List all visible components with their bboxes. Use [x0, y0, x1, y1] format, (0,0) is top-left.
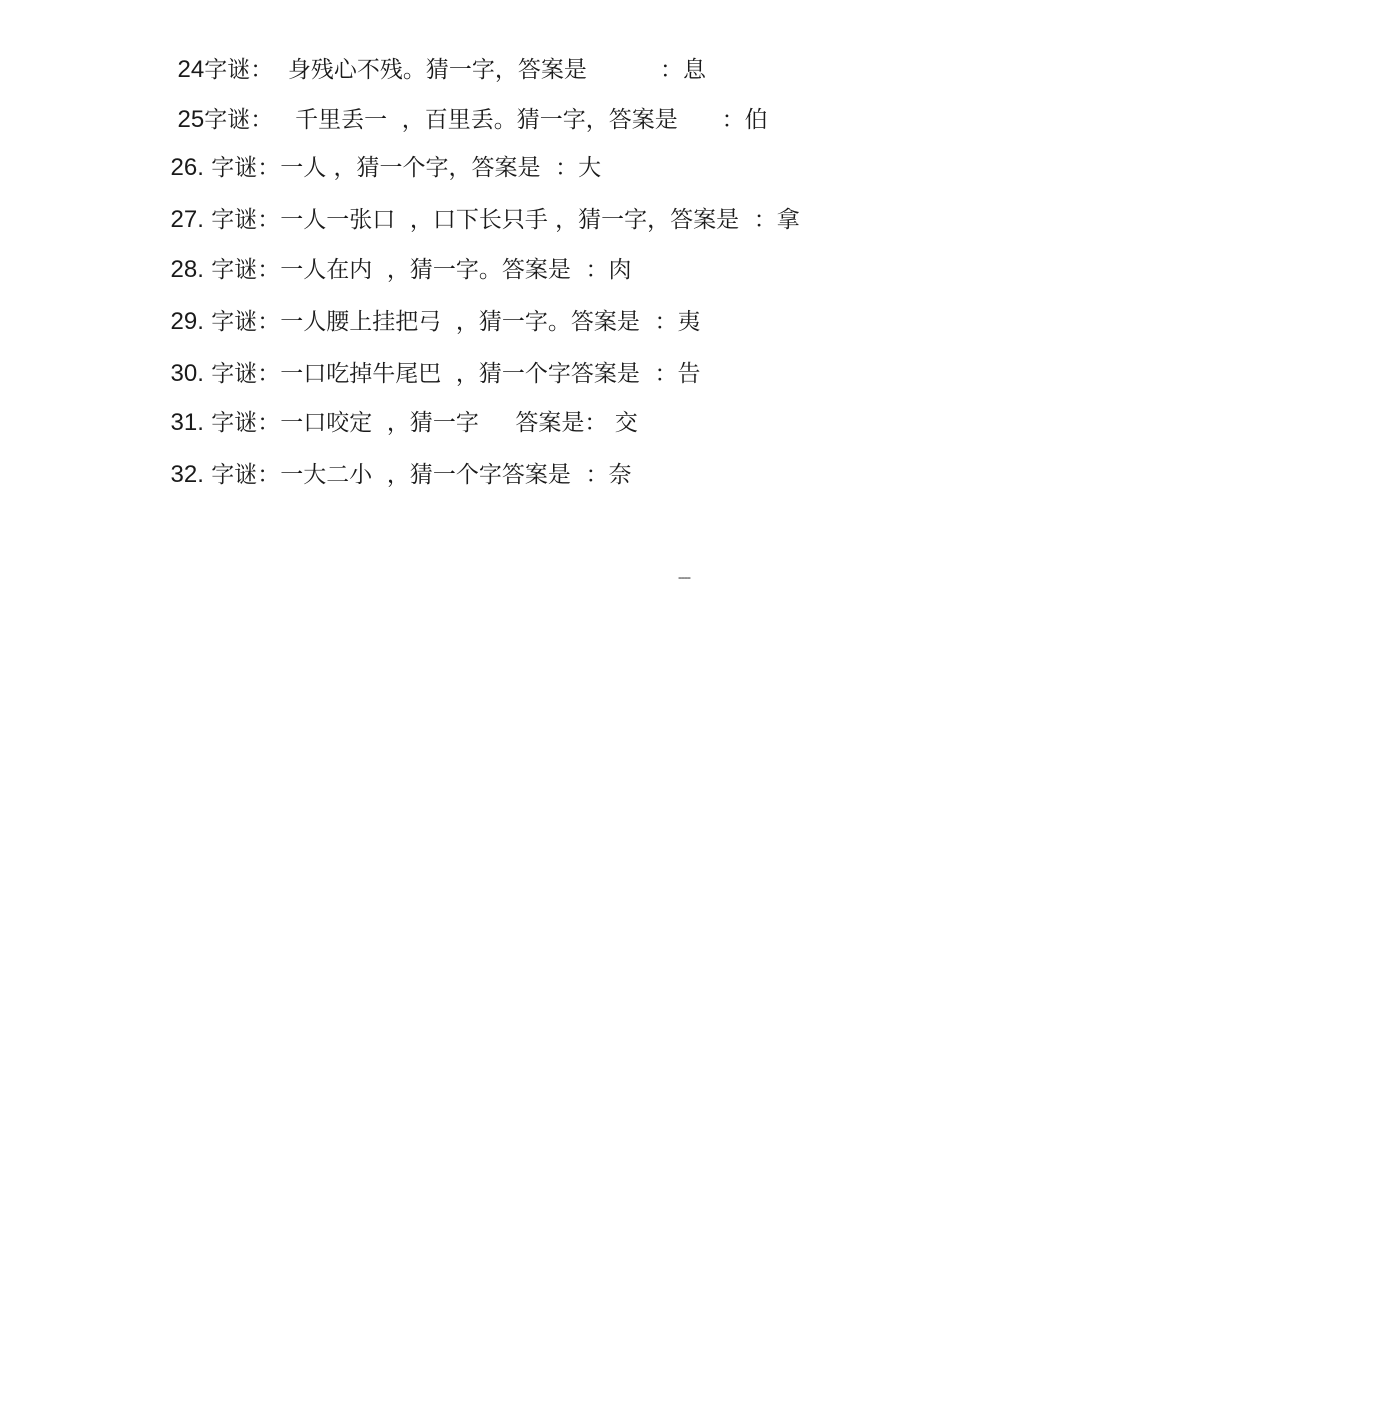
riddle-line-30	[140, 328, 701, 387]
riddle-text: 字谜：一人在内 ，猜一字。答案是 ：肉	[203, 257, 632, 283]
riddle-number: 32.	[170, 461, 204, 488]
riddle-text: 字谜：一人 ，猜一个字，答案是 ：大	[203, 155, 602, 181]
riddle-number: 29.	[170, 308, 204, 335]
riddle-text: 字谜：一人一张口 ，口下长只手 ，猜一字，答案是 ：拿	[203, 207, 800, 233]
riddle-text: 字谜：一人腰上挂把弓 ，猜一字。答案是 ：夷	[203, 309, 701, 335]
riddle-line-29	[140, 276, 701, 335]
riddle-line-28	[140, 224, 632, 283]
riddle-line-32	[140, 429, 632, 488]
riddle-line-25	[147, 74, 768, 133]
riddle-text: 字谜：一口咬定 ，猜一字 答案是： 交	[203, 410, 638, 436]
riddle-number: 28.	[170, 256, 204, 283]
riddle-number: 25	[177, 106, 205, 133]
riddle-text: 字谜：一口吃掉牛尾巴 ，猜一个字答案是 ：告	[203, 361, 701, 387]
riddle-line-26	[140, 122, 602, 181]
riddle-line-27	[140, 174, 800, 233]
riddle-number: 24	[177, 56, 205, 83]
riddle-number: 30.	[170, 360, 204, 387]
riddle-number: 27.	[170, 206, 204, 233]
riddle-line-31	[140, 377, 638, 436]
riddle-line-24	[147, 24, 706, 83]
riddle-number: 31.	[170, 409, 204, 436]
riddle-text: 字谜：一大二小 ，猜一个字答案是 ：奈	[203, 462, 632, 488]
riddle-number: 26.	[170, 154, 204, 181]
riddle-text: 字谜： 身残心不残。猜一字，答案是 ：息	[204, 57, 706, 83]
page-footer-mark: ----	[678, 570, 690, 584]
riddle-text: 字谜： 千里丢一 ，百里丢。猜一字，答案是 ：伯	[204, 107, 768, 133]
